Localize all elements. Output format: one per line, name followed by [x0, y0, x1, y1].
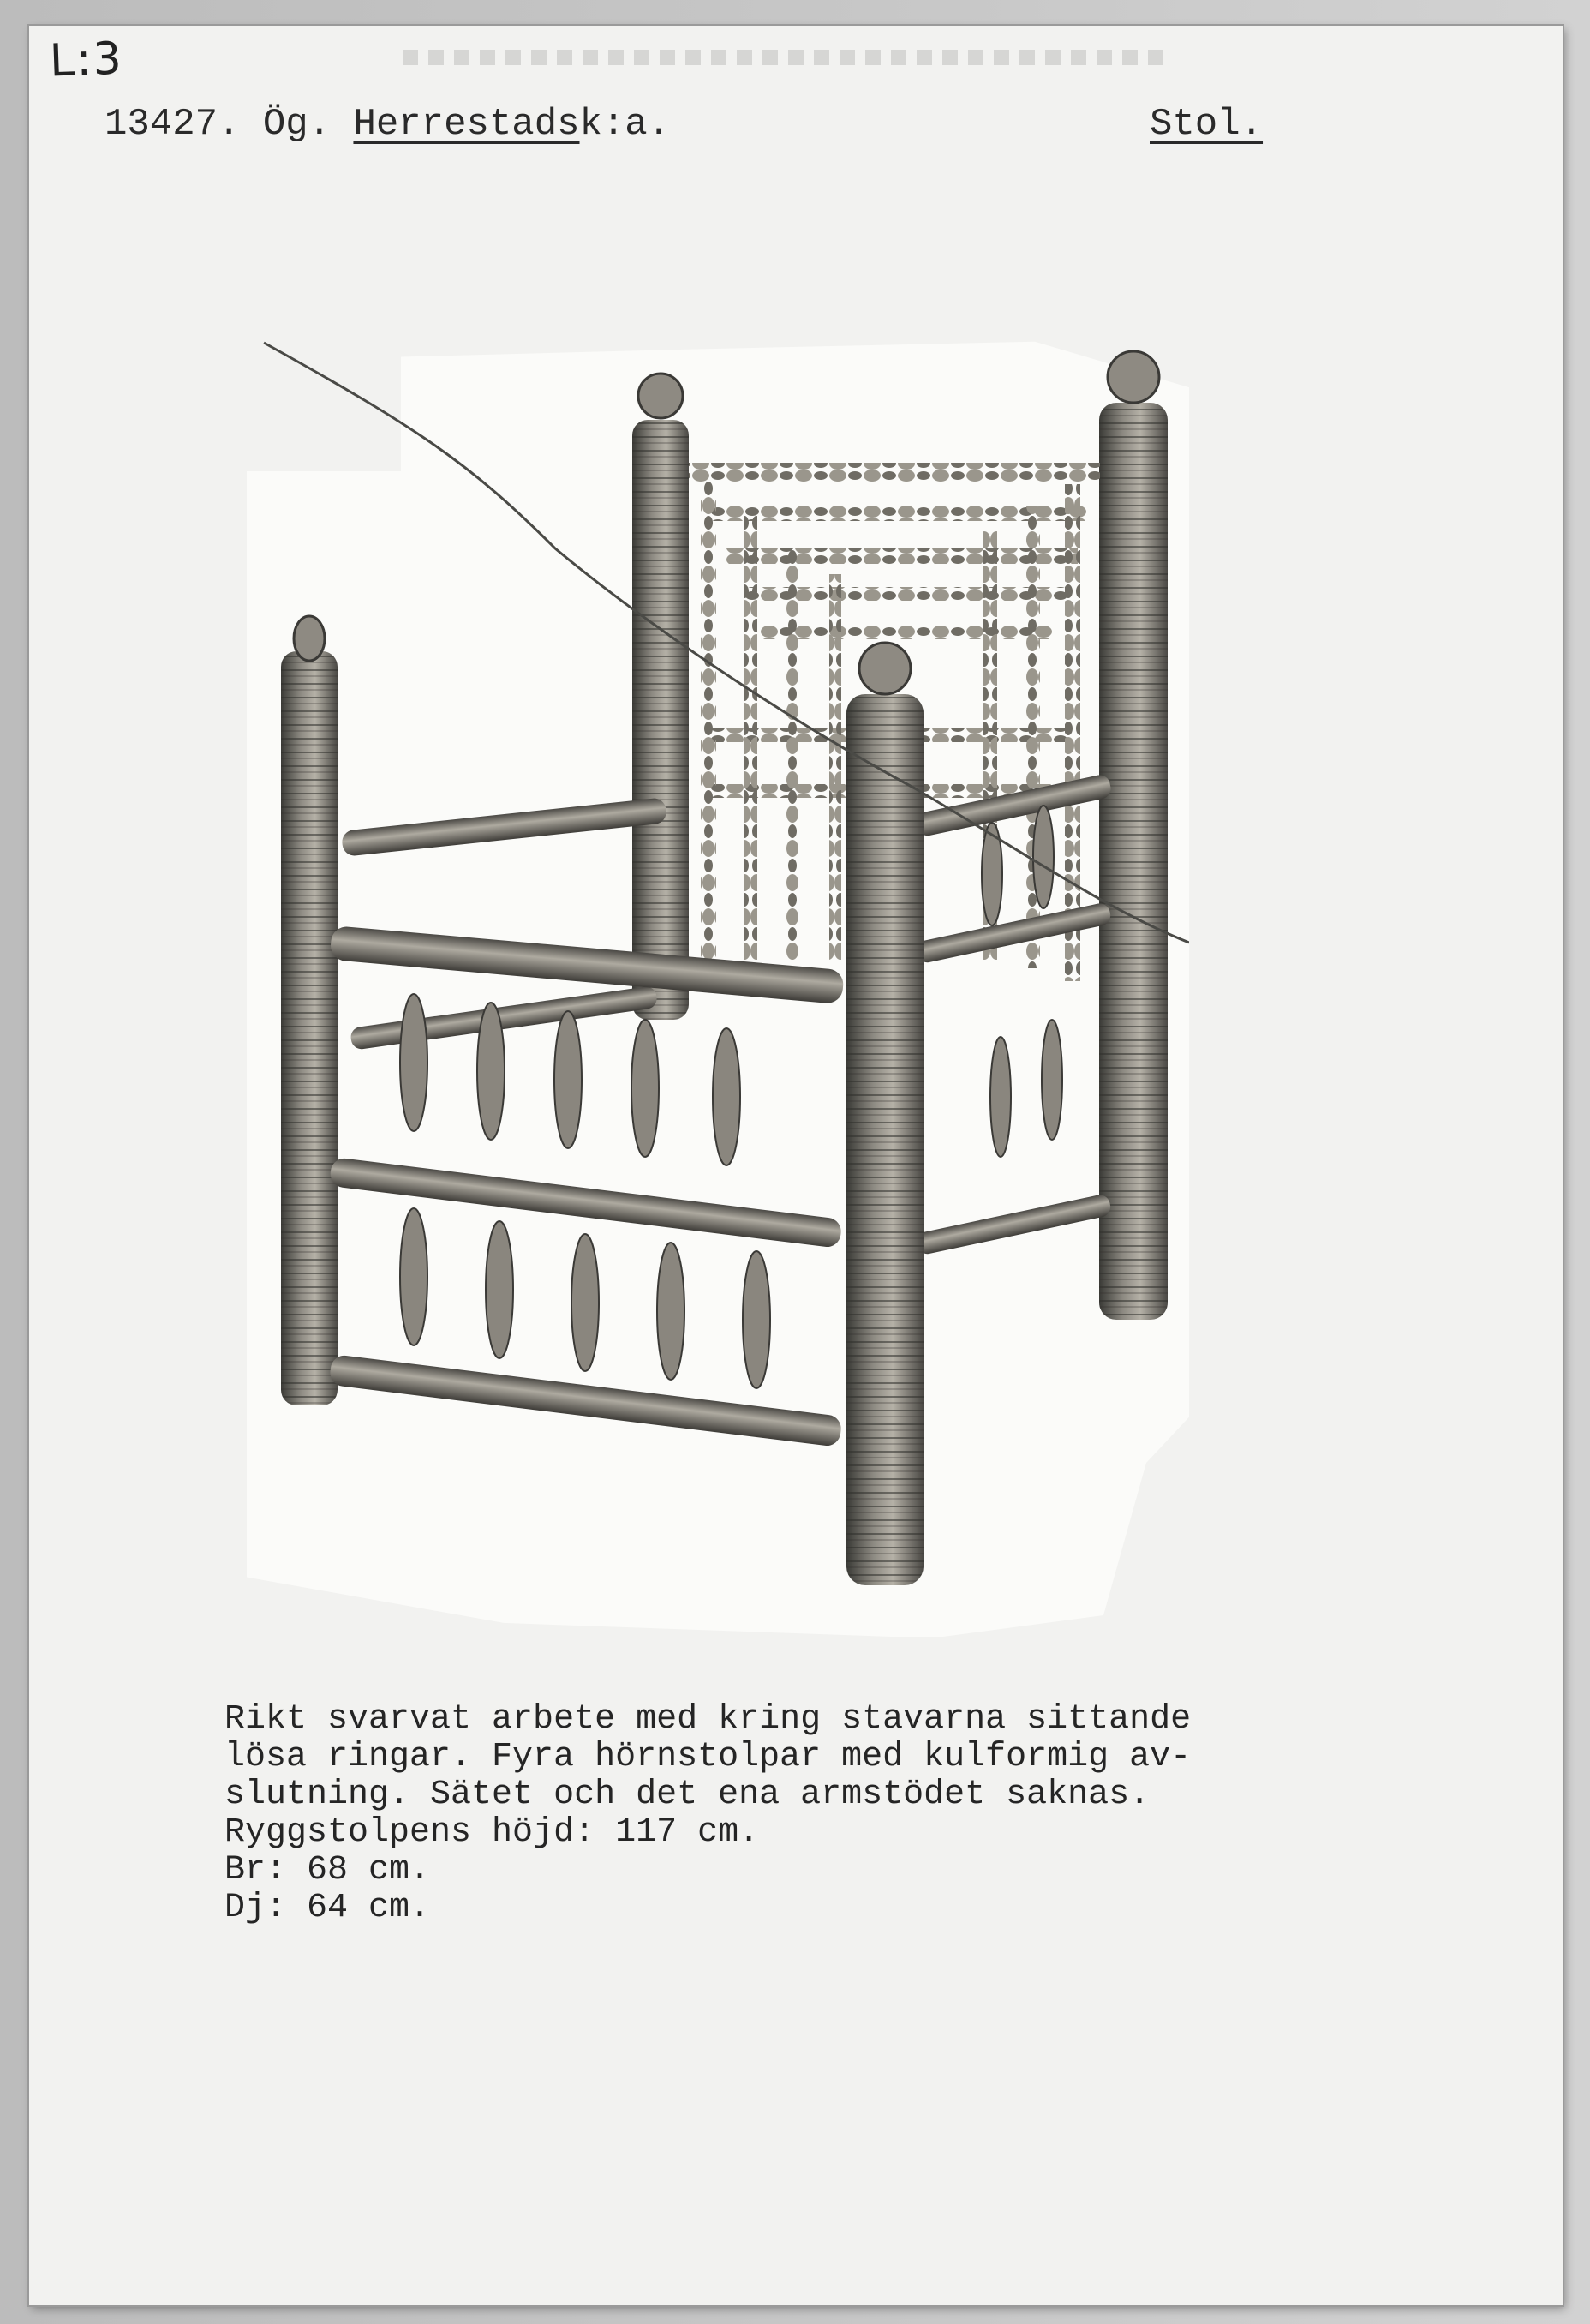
description-text	[224, 1701, 1475, 1927]
parish-name: Herrestads	[353, 103, 580, 146]
front-left-post	[281, 616, 338, 1405]
parish-suffix: k:a.	[579, 103, 671, 146]
front-right-post	[846, 643, 924, 1585]
catalog-number: 13427. Ög.	[105, 103, 332, 146]
card-header-left	[105, 103, 670, 146]
faint-overprint-text	[403, 50, 1174, 65]
caption-line: Dj: 64 cm.	[224, 1889, 431, 1927]
chair-photograph	[247, 326, 1189, 1637]
caption-line: Ryggstolpens höjd: 117 cm.	[224, 1813, 760, 1852]
object-type-label: Stol.	[1150, 103, 1264, 146]
caption-line: lösa ringar. Fyra hörnstolpar med kulformig av-	[224, 1738, 1192, 1776]
back-right-post	[1099, 351, 1168, 1320]
caption-line: slutning. Sätet och det ena armstödet saknas.	[224, 1776, 1151, 1814]
caption-line: Rikt svarvat arbete med kring stavarna sittande	[224, 1700, 1192, 1739]
caption-line: Br: 68 cm.	[224, 1851, 431, 1890]
back-left-post	[632, 374, 689, 1020]
handwritten-catalog-mark: L:3	[48, 33, 124, 87]
